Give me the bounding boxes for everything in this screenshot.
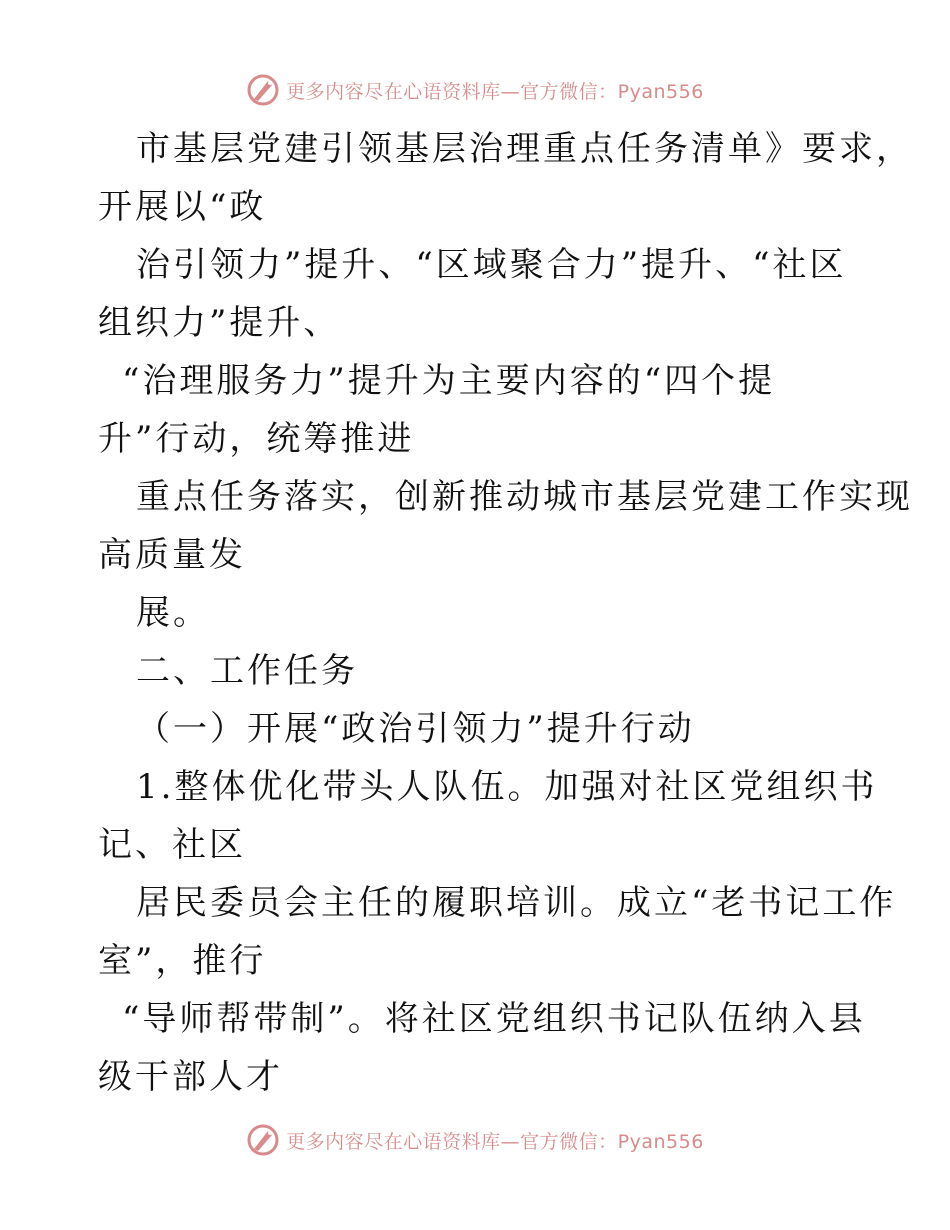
watermark-text: 更多内容尽在心语资料库—官方微信：Pyan556: [286, 1130, 704, 1153]
text-line: 组织力”提升、: [98, 303, 341, 343]
text-line: 1.整体优化带头人队伍。加强对社区党组织书: [136, 767, 878, 807]
text-line: “导师帮带制”。将社区党组织书记队伍纳入县: [122, 999, 866, 1039]
document-body: [98, 120, 913, 1106]
text-line: 开展以“政: [98, 187, 267, 227]
header-watermark: [0, 70, 950, 110]
pen-seal-icon: [246, 1123, 280, 1157]
text-line: 高质量发: [98, 535, 246, 575]
text-line: 记、社区: [98, 825, 246, 865]
section-heading: 二、工作任务: [136, 651, 358, 691]
text-line: 室”，推行: [98, 941, 267, 981]
text-line: 重点任务落实，创新推动城市基层党建工作实现: [136, 477, 913, 517]
text-line: 级干部人才: [98, 1057, 283, 1097]
text-line: 展。: [136, 593, 210, 633]
subsection-heading: （一）开展“政治引领力”提升行动: [136, 709, 695, 749]
text-line: 升”行动，统筹推进: [98, 419, 415, 459]
text-line: 居民委员会主任的履职培训。成立“老书记工作: [136, 883, 897, 923]
text-line: “治理服务力”提升为主要内容的“四个提: [122, 361, 776, 401]
text-line: 市基层党建引领基层治理重点任务清单》要求，: [136, 129, 913, 169]
watermark-text: 更多内容尽在心语资料库—官方微信：Pyan556: [286, 80, 704, 103]
text-line: 治引领力”提升、“区域聚合力”提升、“社区: [136, 245, 847, 285]
footer-watermark: [0, 1120, 950, 1160]
pen-seal-icon: [246, 73, 280, 107]
